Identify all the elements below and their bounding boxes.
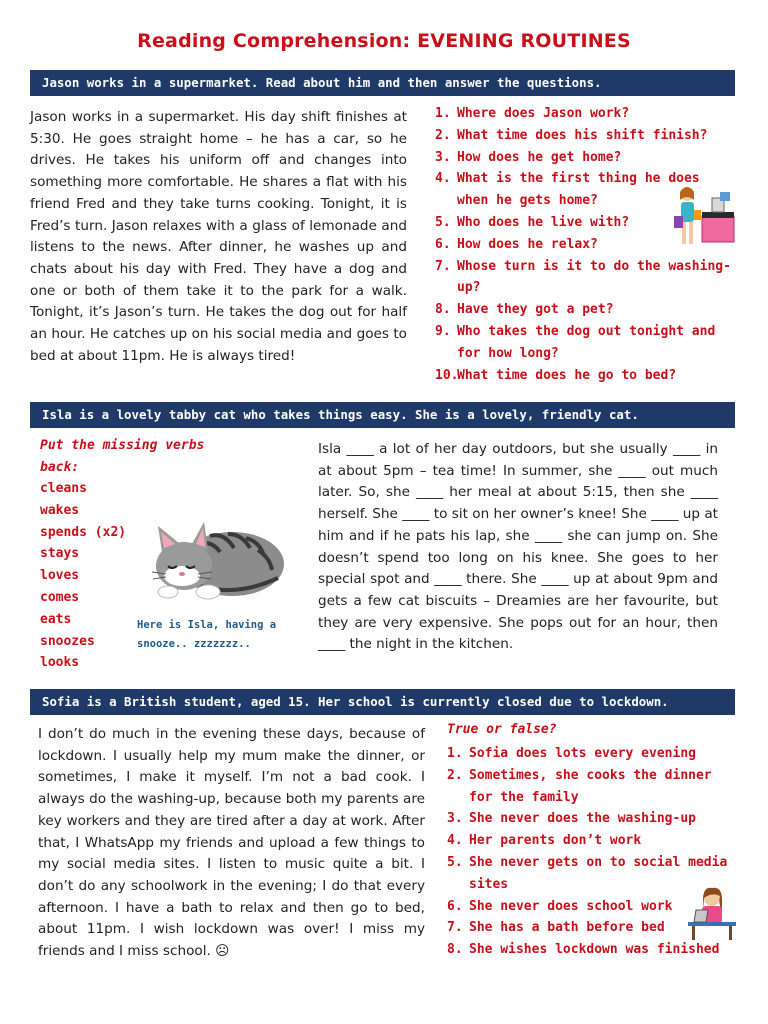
statement-text: Sometimes, she cooks the dinner for the family	[469, 767, 712, 805]
statement-text: She wishes lockdown was finished	[469, 942, 720, 958]
question-text: Where does Jason work?	[457, 106, 630, 121]
statement-text: Sofia does lots every evening	[469, 746, 696, 761]
statement-item	[447, 830, 735, 852]
verb-list	[40, 478, 126, 674]
question-text: How does he get home?	[457, 149, 622, 165]
question-item	[435, 103, 735, 125]
question-number: 10.	[435, 367, 459, 383]
verb-item: comes	[40, 589, 80, 605]
statement-text: She never does school work	[469, 898, 673, 914]
question-number: 3.	[435, 149, 451, 165]
question-item	[435, 125, 735, 147]
student-at-laptop-illustration	[682, 884, 742, 940]
verbs-instruction: Put the missing verbs back:	[40, 438, 205, 475]
verb-item: looks	[40, 655, 80, 671]
question-number: 8.	[435, 302, 451, 318]
statement-number: 1.	[447, 746, 463, 761]
question-number: 1.	[435, 106, 451, 121]
verb-item: spends (x2)	[40, 524, 127, 540]
statement-item	[447, 743, 735, 765]
question-number: 4.	[435, 171, 451, 187]
question-item	[435, 299, 735, 321]
statement-item	[447, 808, 735, 830]
section-1-banner: Jason works in a supermarket. Read about him and then answer the questions.	[30, 70, 735, 96]
statement-number: 2.	[447, 767, 463, 783]
question-text: What time does he go to bed?	[457, 367, 677, 383]
verb-item: eats	[40, 611, 72, 627]
question-number: 5.	[435, 214, 451, 230]
statement-number: 6.	[447, 898, 463, 914]
statement-text: She never gets on to social media sites	[469, 854, 728, 892]
question-text: Who takes the dog out tonight and for how long?	[457, 323, 716, 361]
question-number: 7.	[435, 258, 451, 274]
question-number: 2.	[435, 127, 451, 143]
statement-number: 7.	[447, 920, 463, 936]
question-item	[435, 256, 735, 300]
statement-text: She never does the washing-up	[469, 811, 696, 827]
jason-passage: Jason works in a supermarket. His day shift finishes at 5:30. He goes straight home – he has a car, so he drives. He takes his uniform off and changes into something more comfortable. He shares a flat with his friend Fred and they take turns cooking. Tonight, it is Fred’s turn. Jason relaxes with a glass of lemonade and listens to the news. After dinner, he washes up and chats about his day with Fred. They have a dog and one or both of them take it to the park for a walk. Tonight, it’s Jason’s turn. He takes the dog out for half an hour. He catches up on his social media and goes to bed at about 11pm. He is always tired!	[30, 109, 407, 364]
statement-number: 5.	[447, 854, 463, 870]
verb-item: snoozes	[40, 633, 95, 649]
statement-item	[447, 939, 735, 961]
cat-caption: Here is Isla, having a snooze.. zzzzzzz..	[137, 619, 277, 650]
question-item	[435, 321, 735, 365]
shopper-illustration	[672, 182, 736, 252]
question-number: 6.	[435, 236, 451, 252]
section-3-banner: Sofia is a British student, aged 15. Her school is currently closed due to lockdown.	[30, 689, 735, 715]
true-false-heading: True or false?	[447, 722, 557, 737]
section-2-banner: Isla is a lovely tabby cat who takes things easy. She is a lovely, friendly cat.	[30, 402, 735, 428]
statement-number: 8.	[447, 942, 463, 958]
verb-item: loves	[40, 568, 80, 584]
verb-item: wakes	[40, 502, 80, 518]
statement-number: 3.	[447, 811, 463, 827]
question-text: What is the first thing he does when he gets home?	[457, 171, 700, 209]
question-text: Whose turn is it to do the washing-up?	[457, 258, 731, 296]
sleeping-cat-illustration	[150, 512, 288, 604]
verb-item: cleans	[40, 481, 87, 496]
isla-gap-fill-passage: Isla ____ a lot of her day outdoors, but she usually ____ in at about 5pm – tea time! In summer, she ____ out much later. So, she ____ her meal at about 5:15, then she ____ herself. She ____ to sit on her owner’s knee! She ____ up at him and if he pats his lap, she ____ she can jump on. She doesn’t spend too long on his knee. She goes to her special spot and ____ there. She ____ up at about 9pm and gets a few cat biscuits – Dreamies are her favourite, but they are very expensive. She pops out for an hour, then ____ the night in the kitchen.	[318, 441, 718, 653]
question-text: What time does his shift finish?	[457, 127, 708, 143]
sofia-passage: I don’t do much in the evening these days, because of lockdown. I usually help my mum make the dinner, or sometimes, I make it myself. I’m not a bad cook. I always do the washing-up, because both my parents are key workers and they are tired after a day at work. After that, I WhatsApp my friends and upload a few things to my social media sites. I listen to music quite a bit. I don’t do any schoolwork in the evening; I do that every afternoon. I have a bath to relax and then go to bed, about 11pm. I wish lockdown was over! I miss my friends and I miss school. ☹	[38, 726, 425, 960]
question-item	[435, 147, 735, 169]
statement-text: She has a bath before bed	[469, 920, 665, 936]
statement-item	[447, 765, 735, 809]
statement-text: Her parents don’t work	[469, 833, 642, 849]
statement-number: 4.	[447, 833, 463, 849]
question-text: Who does he live with?	[457, 214, 630, 230]
question-text: How does he relax?	[457, 236, 598, 252]
verb-item: stays	[40, 546, 80, 562]
question-text: Have they got a pet?	[457, 302, 614, 318]
worksheet-title: Reading Comprehension: EVENING ROUTINES	[137, 30, 631, 52]
question-item	[435, 365, 735, 387]
question-number: 9.	[435, 323, 451, 339]
